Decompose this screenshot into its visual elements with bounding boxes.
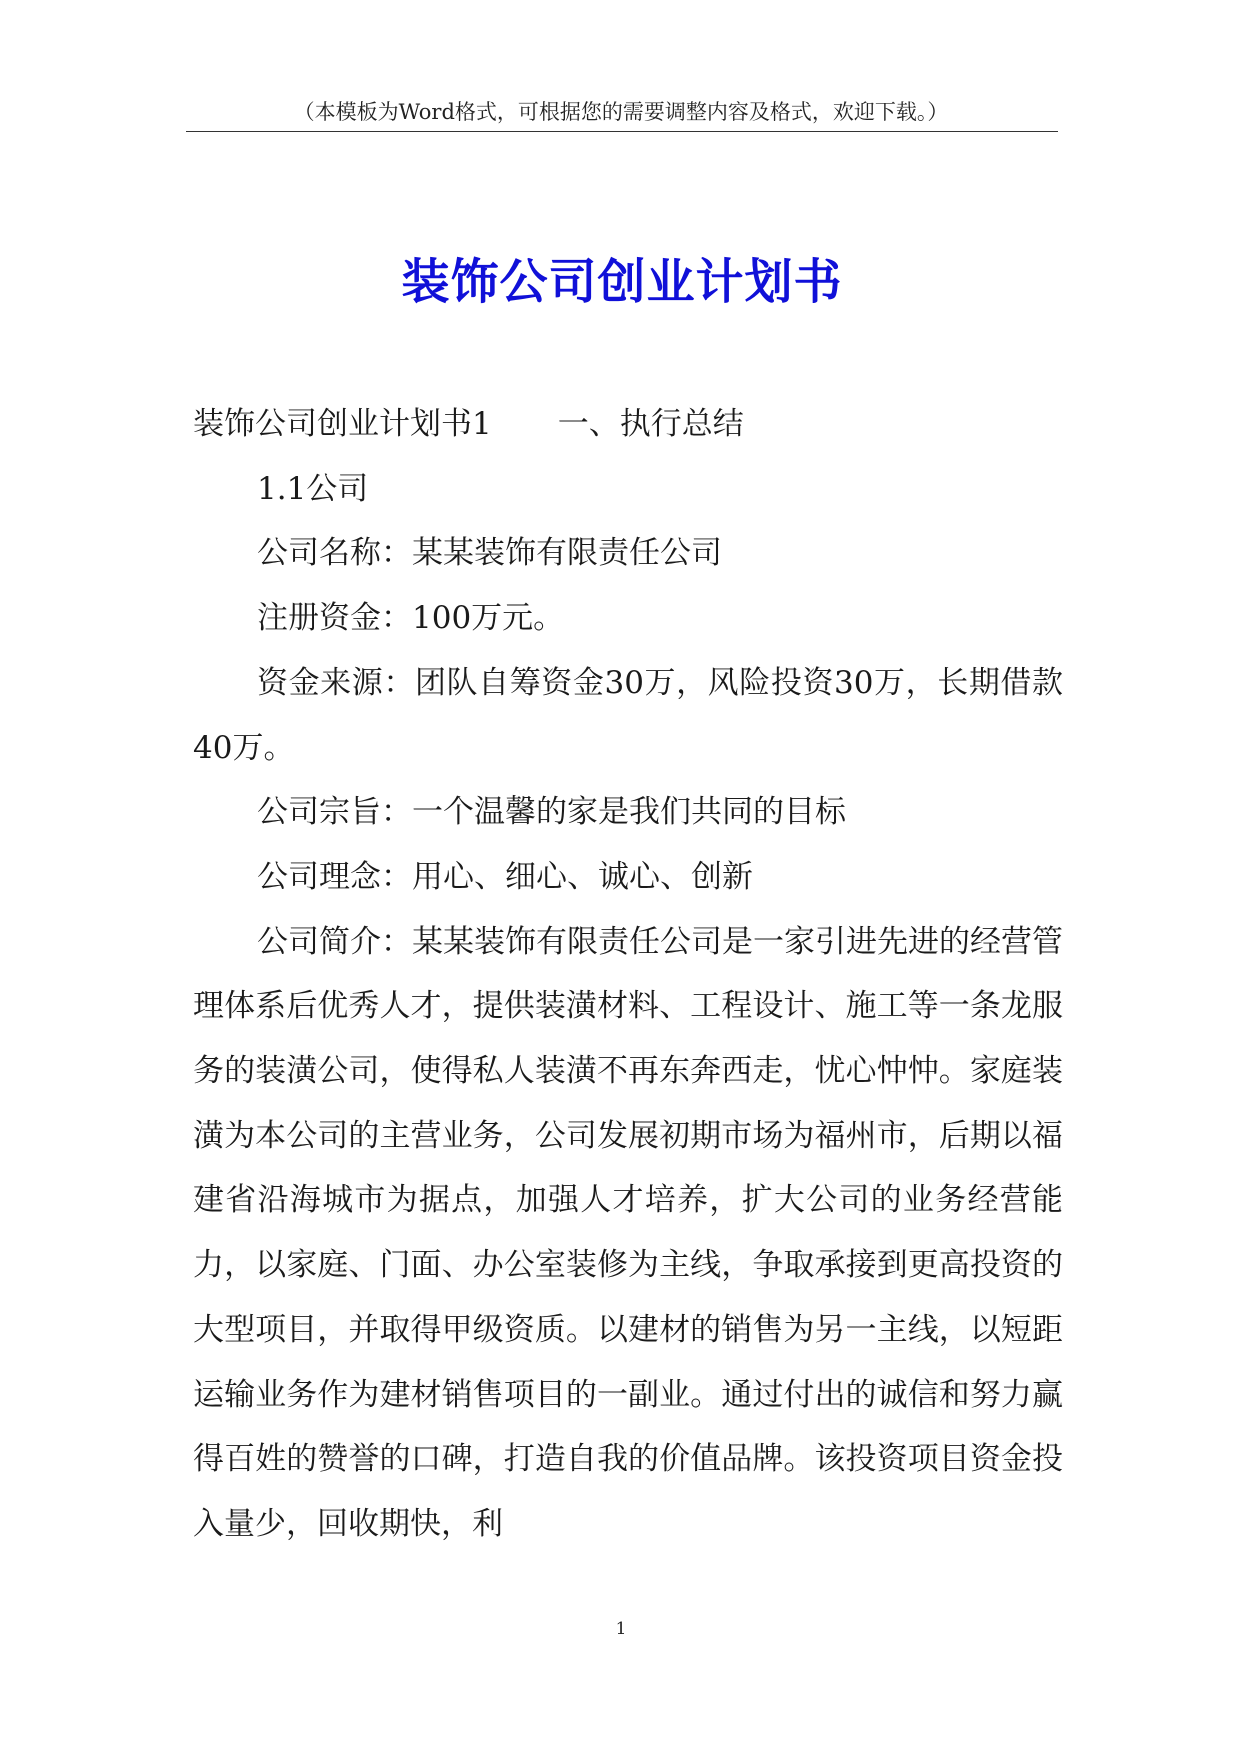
company-name-line: 公司名称：某某装饰有限责任公司	[257, 535, 722, 572]
company-intro-paragraph: 公司简介：某某装饰有限责任公司是一家引进先进的经营管理体系后优秀人才，提供装潢材料、工程设计、施工等一条龙服务的装潢公司，使得私人装潢不再东奔西走，忧心忡忡。家庭装潢为本公司的主营业务，公司发展初期市场为福州市，后期以福建省沿海城市为据点，加强人才培养，扩大公司的业务经营能力，以家庭、门面、办公室装修为主线，争取承接到更高投资的大型项目，并取得甲级资质。以建材的销售为另一主线，以短距运输业务作为建材销售项目的一副业。通过付出的诚信和努力赢得百姓的赞誉的口碑，打造自我的价值品牌。该投资项目资金投入量少，回收期快，利	[193, 923, 1063, 1542]
funding-source-paragraph: 资金来源：团队自筹资金30万，风险投资30万，长期借款40万。	[193, 664, 1063, 766]
page-number: 1	[615, 1619, 627, 1639]
company-purpose-line: 公司宗旨：一个温馨的家是我们共同的目标	[257, 794, 846, 831]
document-title: 装饰公司创业计划书	[401, 254, 843, 311]
plan-heading-label: 装饰公司创业计划书1	[193, 406, 492, 442]
company-philosophy-line: 公司理念：用心、细心、诚心、创新	[257, 858, 753, 895]
subsection-heading: 1.1公司	[257, 470, 369, 507]
page-header-note: （本模板为Word格式，可根据您的需要调整内容及格式，欢迎下载。）	[293, 100, 949, 124]
header-divider	[186, 131, 1058, 132]
registered-capital-line: 注册资金：100万元。	[257, 600, 565, 637]
section-heading-summary: 一、执行总结	[557, 406, 744, 442]
document-body	[193, 392, 1063, 1557]
plan-heading-line	[193, 392, 1063, 457]
